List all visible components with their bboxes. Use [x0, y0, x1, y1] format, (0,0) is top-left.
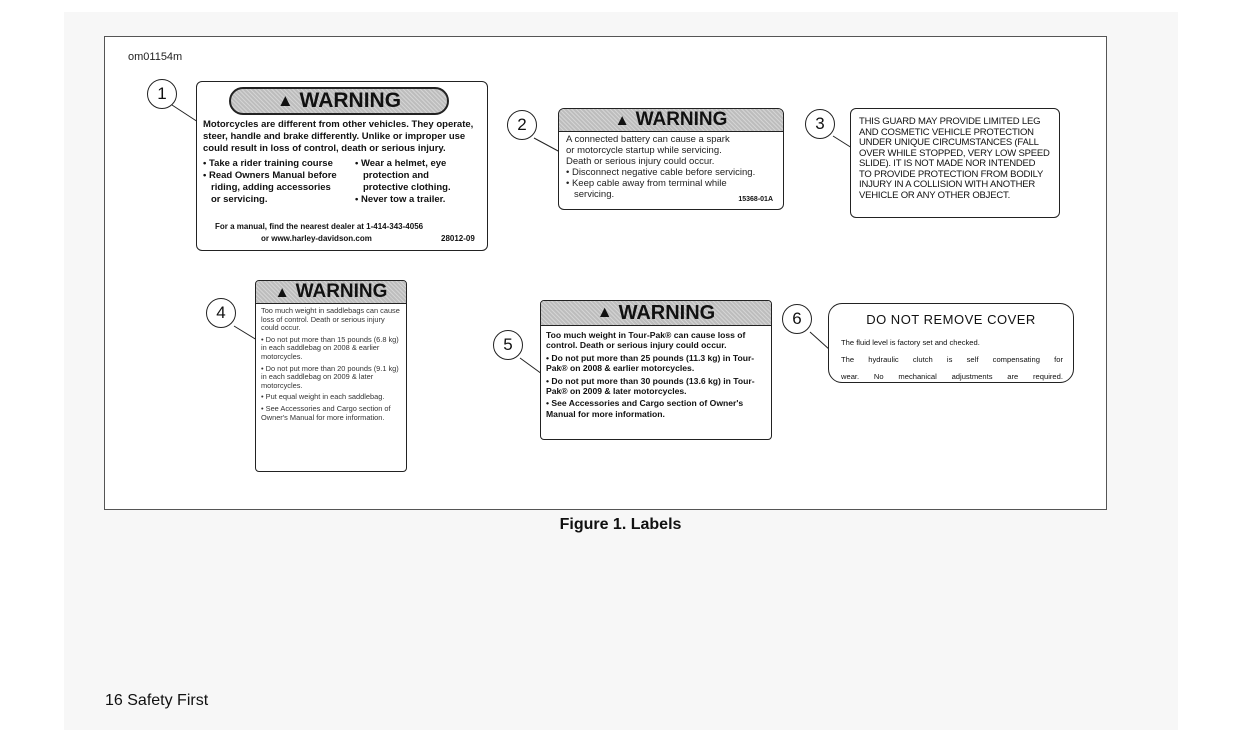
list-item: • Do not put more than 25 pounds (11.3 kg) in Tour-Pak® on 2008 & earlier motorcycles.: [546, 352, 755, 374]
list-item: • See Accessories and Cargo section of Owner's Manual for more information.: [261, 403, 391, 422]
warning-word: WARNING: [635, 109, 728, 130]
label-4-text: [261, 307, 401, 425]
warning-word: WARNING: [299, 89, 402, 112]
label-6-text: [841, 334, 1063, 383]
text-line: UNDER UNIQUE CIRCUMSTANCES (FALL: [859, 137, 1039, 148]
text-line: OVER WHILE STOPPED, VERY LOW SPEED: [859, 147, 1050, 159]
label-2-text: [566, 134, 780, 200]
page-footer: 16 Safety First: [105, 692, 209, 709]
list-item: • Take a rider training course: [203, 158, 333, 169]
warning-triangle-icon: ▲: [596, 304, 613, 321]
text-line: servicing.: [574, 189, 615, 200]
figure-caption: Figure 1. Labels: [559, 516, 682, 533]
warning-header: [559, 109, 783, 132]
label-4-intro: Too much weight in saddlebags can cause loss of control. Death or serious injury could occur.: [261, 306, 400, 333]
label-1-rider-warning: [196, 81, 488, 251]
warning-header: [229, 87, 449, 115]
text-line: • Disconnect negative cable before servicing.: [566, 167, 756, 178]
list-item: • Read Owners Manual before: [203, 170, 337, 181]
warning-triangle-icon: ▲: [274, 283, 290, 301]
figure-id: om01154m: [128, 51, 183, 63]
list-item: • Put equal weight in each saddlebag.: [261, 392, 385, 402]
label-5-intro: Too much weight in Tour-Pak® can cause loss of control. Death or serious injury could occur.: [546, 330, 746, 351]
callout-2: 2: [507, 110, 537, 140]
label-1-footer: For a manual, find the nearest dealer at 1-414-343-4056: [215, 222, 424, 231]
list-item: • Never tow a trailer.: [355, 194, 446, 205]
text-line: THIS GUARD MAY PROVIDE LIMITED LEG: [859, 116, 1041, 127]
warning-triangle-icon: ▲: [276, 91, 294, 110]
list-item: protection and: [363, 170, 429, 181]
text-line: The fluid level is factory set and checked.: [841, 338, 980, 347]
warning-header: [541, 301, 771, 326]
text-line: A connected battery can cause a spark: [566, 134, 730, 145]
list-item: • Wear a helmet, eye: [355, 158, 447, 169]
label-1-left-column: [203, 158, 353, 206]
list-item: • See Accessories and Cargo section of Owner's Manual for more information.: [546, 398, 744, 419]
callout-6: 6: [782, 304, 812, 334]
text-line: TO PROVIDE PROTECTION FROM BODILY: [859, 168, 1044, 180]
list-item: • Do not put more than 30 pounds (13.6 kg) in Tour-Pak® on 2009 & later motorcycles.: [546, 375, 755, 397]
list-item: • Do not put more than 20 pounds (9.1 kg) in each saddlebag on 2009 & later motorcycles.: [261, 363, 399, 390]
text-line: VEHICLE OR ANY OTHER OBJECT.: [859, 189, 1011, 201]
text-line: INJURY IN A COLLISION WITH ANOTHER: [859, 179, 1036, 190]
label-6-heading: DO NOT REMOVE COVER: [866, 312, 1036, 327]
label-5-text: [546, 330, 768, 421]
callout-3: 3: [805, 109, 835, 139]
text-line: The hydraulic clutch is self compensating for: [841, 355, 1063, 364]
label-5-tourpak-warning: [540, 300, 772, 440]
warning-word: WARNING: [618, 301, 716, 324]
label-3-guard-notice: [850, 108, 1060, 218]
label-1-right-column: [355, 158, 485, 206]
label-2-battery-warning: [558, 108, 784, 210]
warning-word: WARNING: [295, 281, 388, 302]
callout-1: 1: [147, 79, 177, 109]
label-2-part-number: 15368-01A: [738, 196, 773, 203]
list-item: protective clothing.: [363, 182, 451, 193]
callout-5: 5: [493, 330, 523, 360]
text-line: wear. No mechanical adjustments are required.: [841, 372, 1063, 381]
list-item: or servicing.: [211, 194, 268, 205]
warning-triangle-icon: ▲: [614, 111, 630, 129]
label-1-part-number: 28012-09: [441, 234, 475, 243]
text-line: Death or serious injury could occur.: [566, 156, 715, 167]
label-6-cover-notice: [828, 303, 1074, 383]
text-line: or motorcycle startup while servicing.: [566, 145, 722, 156]
label-1-text: Motorcycles are different from other vehicles. They operate, steer, handle and brake differently. Unlike or improper use could result in loss of control, death or serious injury.: [203, 119, 474, 154]
text-line: AND COSMETIC VEHICLE PROTECTION: [859, 126, 1034, 138]
list-item: • Do not put more than 15 pounds (6.8 kg) in each saddlebag on 2008 & earlier motorcycles.: [261, 334, 399, 361]
label-3-text: [859, 117, 1055, 201]
text-line: • Keep cable away from terminal while: [566, 178, 727, 189]
warning-header: [256, 281, 406, 304]
text-line: SLIDE). IT IS NOT MADE NOR INTENDED: [859, 158, 1036, 169]
label-4-saddlebag-warning: [255, 280, 407, 472]
list-item: riding, adding accessories: [211, 182, 331, 193]
callout-4: 4: [206, 298, 236, 328]
label-1-website: or www.harley-davidson.com: [261, 234, 372, 243]
